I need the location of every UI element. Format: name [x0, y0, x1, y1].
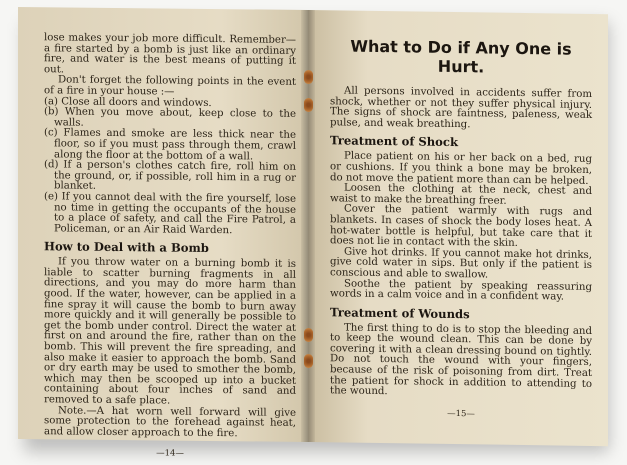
- right-page-title: What to Do if Any One is Hurt.: [350, 36, 572, 77]
- open-booklet: [18, 10, 608, 460]
- page-number-left: —14—: [156, 448, 184, 460]
- shock-paragraph-3: Cover the patient warmly with rugs and blankets. In cases of shock the body loses heat. A hot-water bottle is helpful, but take care that it does not lie in contact with the skin.: [330, 203, 592, 250]
- bomb-paragraph: If you throw water on a burning bomb it is liable to scatter burning fragments in all directions, and you may do more harm than good. If the water, however, can be applied in a fine spray it will cause the bomb to burn away more quickly and it will generally be possible to get the bomb under control. Direct the water at first on and around the fire, rather than on the bomb. This will prevent the fire spreading, and also make it easier to approach the bomb. Sand or dry earth may be used to smother the bomb, which may then be scooped up into a bucket containing about four inches of sand and removed to a safe place.: [44, 256, 296, 407]
- left-text-top: lose makes your job more difficult. Remember—a fire started by a bomb is just like an ordinary fire, and water is the best means of putting it out.: [44, 32, 296, 76]
- shock-paragraph-4: Give hot drinks. If you cannot make hot drinks, give cold water in sips. But only if the patient is conscious and able to swallow.: [330, 246, 592, 281]
- bomb-note: Note.—A hat worn well forward will give some protection to the forehead against heat, and allow closer approach to the fire.: [44, 404, 296, 440]
- wounds-paragraph: The first thing to do is to stop the bleeding and to keep the wound clean. This can be done by covering it with a clean dressing bound on tightly. Do not touch the wound with your fingers, because of the risk of poisoning from dirt. Treat the patient for shock in addition to attending to the wound.: [330, 322, 592, 398]
- shock-paragraph-1: Place patient on his or her back on a bed, rug or cushions. If you think a bone may be broken, do not move the patient more than can be helped.: [330, 150, 592, 187]
- fire-point-c: (c) Flames and smoke are less thick near the floor, so if you must pass through them, crawl along the floor at the bottom of a wall.: [44, 127, 296, 162]
- shock-intro: All persons involved in accidents suffer from shock, whether or not they suffer physical injury. The signs of shock are faintness, paleness, weak pulse, and weak breathing.: [330, 85, 592, 131]
- fire-point-d: (d) If a person's clothes catch fire, roll him on the ground, or, if possible, roll him in a rug or blanket.: [44, 159, 296, 193]
- rust-staple-bottom-2-icon: [304, 354, 313, 368]
- fire-point-a: (a) Close all doors and windows.: [44, 95, 212, 109]
- page-number-right: —15—: [447, 408, 475, 420]
- shock-paragraph-5: Soothe the patient by speaking reassuring words in a calm voice and in a confident way.: [330, 278, 592, 303]
- rust-staple-top-icon: [304, 70, 313, 84]
- bomb-heading: How to Deal with a Bomb: [44, 239, 209, 256]
- rust-staple-bottom-icon: [304, 328, 313, 342]
- fire-point-e: (e) If you cannot deal with the fire yourself, lose no time in getting the occupants of the house to a place of safety, and call the Fire Patrol, a Policeman, or an Air Raid Warden.: [44, 191, 296, 236]
- wounds-heading: Treatment of Wounds: [330, 304, 470, 321]
- fire-point-b: (b) When you move about, keep close to the walls.: [44, 106, 296, 129]
- right-page: [308, 10, 608, 446]
- shock-paragraph-2: Loosen the clothing at the neck, chest and waist to make the breathing freer.: [330, 182, 592, 207]
- left-page: [18, 7, 308, 460]
- shock-heading: Treatment of Shock: [330, 133, 458, 150]
- rust-staple-top-2-icon: [304, 98, 313, 112]
- fire-points-intro: Don't forget the following points in the event of a fire in your house :—: [44, 74, 296, 98]
